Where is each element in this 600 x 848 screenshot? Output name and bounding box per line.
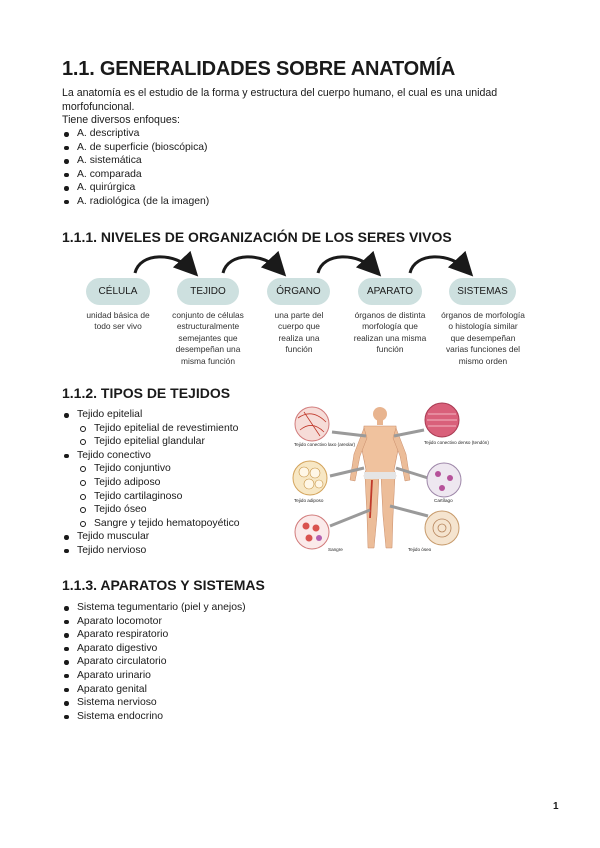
tissue-circle-dense: [425, 403, 459, 437]
sub-list: [77, 462, 262, 530]
tissue-list: [62, 408, 262, 558]
arrow-icon: [410, 257, 467, 273]
figure-label: Sangre: [328, 547, 343, 552]
figure-label: Tejido conectivo laxo (areolar): [294, 442, 356, 447]
figure-label: Tejido óseo: [408, 547, 432, 552]
sub-list: [77, 422, 262, 449]
sub-list-item: Tejido epitelial glandular: [77, 435, 262, 449]
sub-list-item: Tejido conjuntivo: [77, 462, 262, 476]
tissue-circle-adipose: [293, 461, 327, 495]
list-item: A. sistemática: [62, 154, 209, 168]
list-item: A. radiológica (de la imagen): [62, 195, 209, 209]
sub-list-item: Tejido epitelial de revestimiento: [77, 422, 262, 436]
list-item: Sistema endocrino: [62, 710, 246, 724]
level-pill-sistemas: SISTEMAS: [449, 278, 516, 305]
page-number: 1: [553, 801, 559, 812]
list-item: Tejido nervioso: [62, 544, 262, 558]
figure-label: Cartílago: [434, 498, 453, 503]
arrow-icon: [223, 257, 280, 273]
arrow-icon: [135, 257, 192, 273]
figure-label: Tejido adiposo: [294, 498, 324, 503]
level-pill-organo: ÓRGANO: [267, 278, 330, 305]
arrow-icon: [318, 257, 375, 273]
level-pill-aparato: APARATO: [358, 278, 422, 305]
list-item: Sistema tegumentario (piel y anejos): [62, 601, 246, 615]
aparatos-list: [62, 601, 246, 723]
level-pill-tejido: TEJIDO: [177, 278, 239, 305]
list-item: Aparato locomotor: [62, 615, 246, 629]
tissue-circle-bone: [425, 511, 459, 545]
level-desc-aparato: órganos de distinta morfología que realizan una misma función: [353, 310, 427, 355]
definition-paragraph: La anatomía es el estudio de la forma y estructura del cuerpo humano, el cual es una unidad morfofuncional.: [62, 87, 498, 113]
list-item: Aparato circulatorio: [62, 655, 246, 669]
section-heading-tejidos: 1.1.2. TIPOS DE TEJIDOS: [62, 385, 231, 401]
list-item: Aparato genital: [62, 683, 246, 697]
list-item: [62, 449, 262, 531]
sub-list-item: Tejido cartilaginoso: [77, 490, 262, 504]
list-item-label: Tejido epitelial: [77, 409, 143, 420]
tissue-circle-cartilage: [427, 463, 461, 497]
list-item: Aparato respiratorio: [62, 628, 246, 642]
list-item: Aparato digestivo: [62, 642, 246, 656]
sub-list-item: Tejido óseo: [77, 503, 262, 517]
section-heading-aparatos: 1.1.3. APARATOS Y SISTEMAS: [62, 577, 265, 593]
sub-list-item: Sangre y tejido hematopoyético: [77, 517, 262, 531]
tissue-illustration: [284, 398, 489, 558]
list-item: Aparato urinario: [62, 669, 246, 683]
list-item: A. comparada: [62, 168, 209, 182]
section-heading-niveles: 1.1.1. NIVELES DE ORGANIZACIÓN DE LOS SERES VIVOS: [62, 229, 452, 245]
tissue-circle-blood: [295, 515, 329, 549]
human-body-figure: [350, 407, 410, 548]
list-item: [62, 408, 262, 449]
level-desc-tejido: conjunto de células estructuralmente semejantes que desempeñan una misma función: [172, 310, 244, 366]
tissue-circle-areolar: [295, 407, 329, 441]
list-item: A. de superficie (bioscópica): [62, 141, 209, 155]
list-item: Sistema nervioso: [62, 696, 246, 710]
page-title: 1.1. GENERALIDADES SOBRE ANATOMÍA: [62, 58, 456, 80]
level-desc-celula: unidad básica de todo ser vivo: [86, 310, 150, 332]
level-pill-celula: CÉLULA: [86, 278, 150, 305]
enfoques-lead: Tiene diversos enfoques:: [62, 114, 180, 126]
list-item: Tejido muscular: [62, 530, 262, 544]
figure-label: Tejido conectivo denso (tendón): [424, 440, 489, 445]
list-item-label: Tejido conectivo: [77, 449, 151, 461]
level-desc-organo: una parte del cuerpo que realiza una función: [274, 310, 324, 355]
level-desc-sistemas: órganos de morfología o histología similar que desempeñan varias funciones del mismo orden: [441, 310, 525, 366]
list-item: A. descriptiva: [62, 127, 209, 141]
sub-list-item: Tejido adiposo: [77, 476, 262, 490]
list-item: A. quirúrgica: [62, 181, 209, 195]
